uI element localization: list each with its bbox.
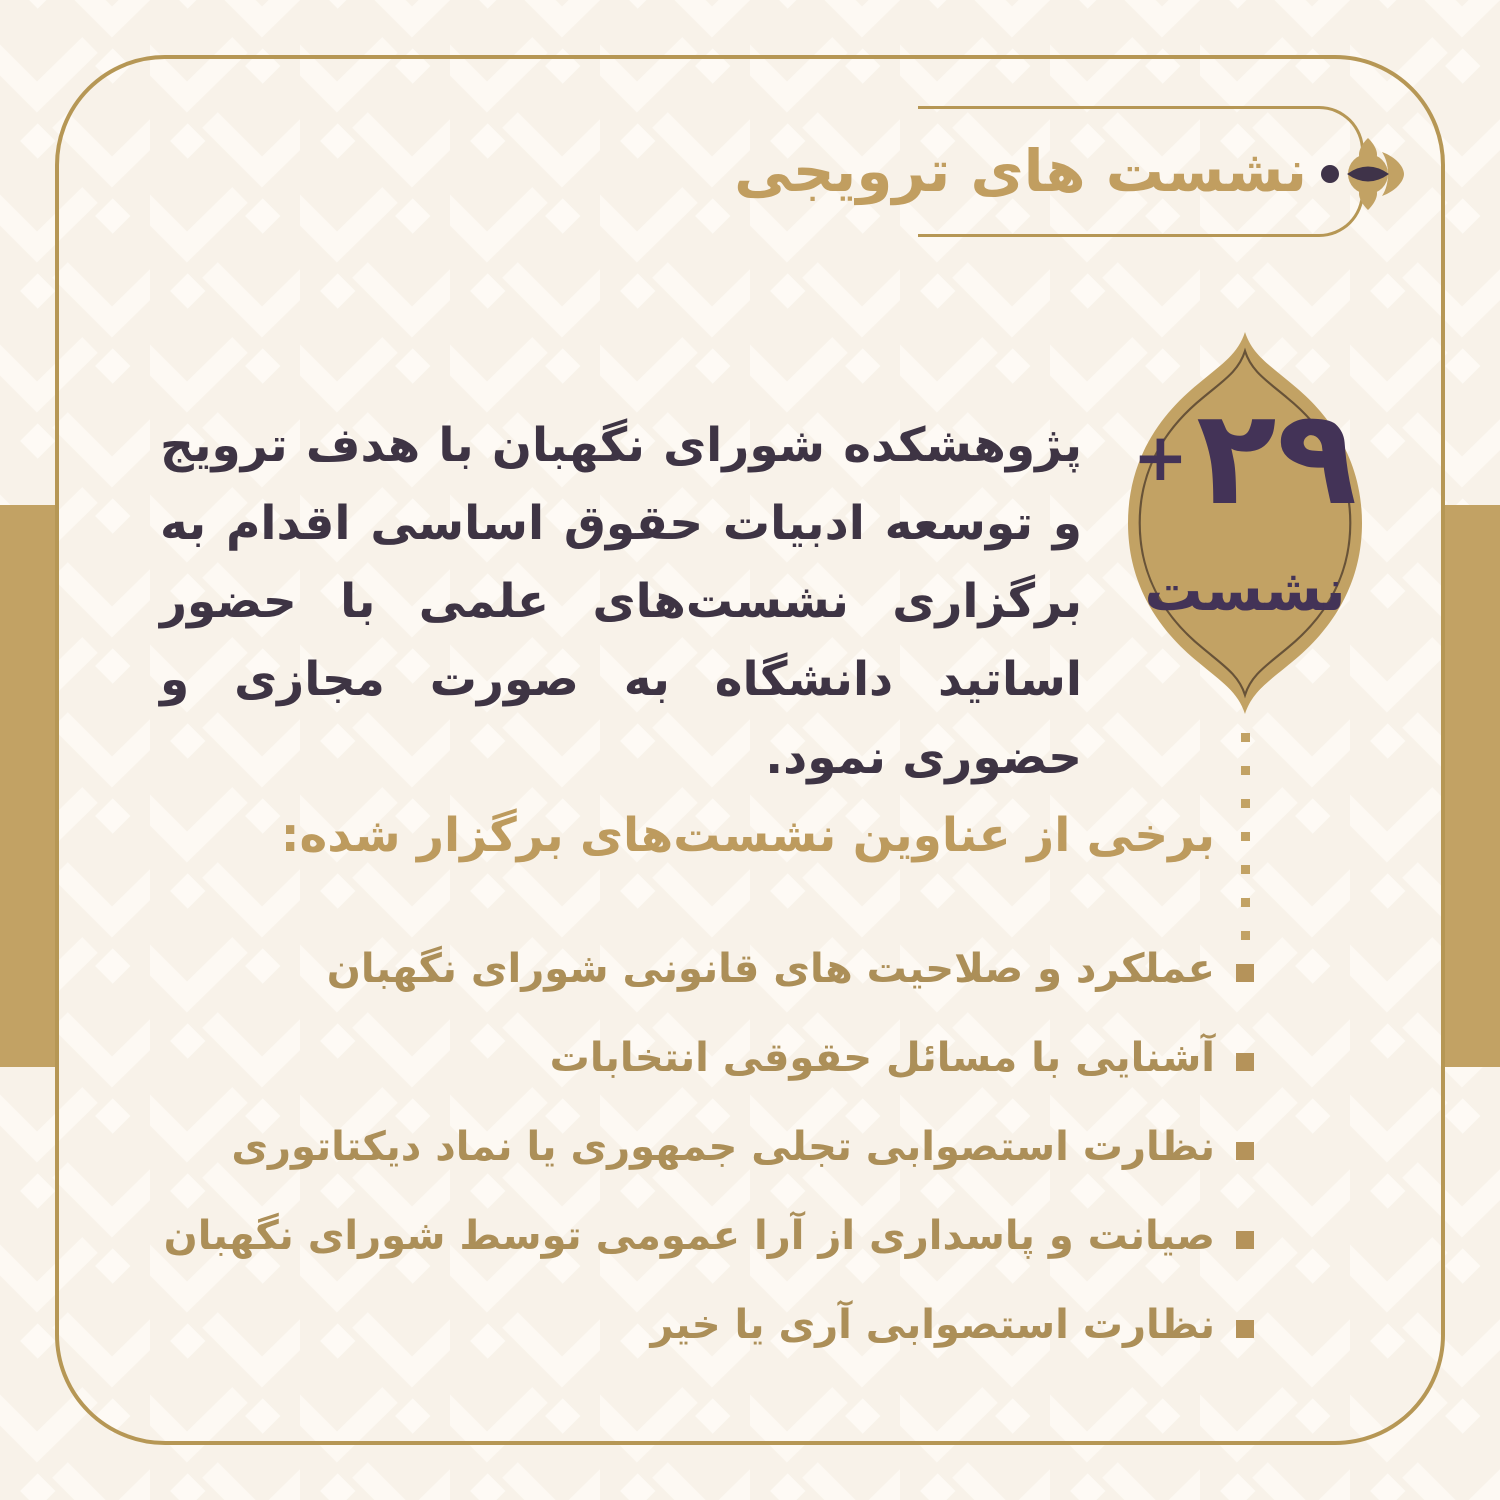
title-dot-icon [1321, 165, 1339, 183]
list-item [164, 1280, 1254, 1369]
list-item-label: نظارت استصوابی آری یا خیر [650, 1301, 1215, 1348]
count-number: ۲۹ [1196, 381, 1358, 535]
list-item [164, 924, 1254, 1013]
list-item-label: عملکرد و صلاحیت های قانونی شورای نگهبان [326, 945, 1215, 992]
count-plus: + [1132, 419, 1189, 496]
topics-list [164, 924, 1254, 1369]
count-badge-value [1108, 381, 1382, 535]
right-accent-bar [1445, 505, 1500, 1067]
list-item [164, 1102, 1254, 1191]
list-item [164, 1013, 1254, 1102]
bullet-square-icon [1236, 1231, 1254, 1249]
bullet-square-icon [1236, 1053, 1254, 1071]
intro-paragraph: پژوهشکده شورای نگهبان با هدف ترویج و توسعه ادبیات حقوق اساسی اقدام به برگزاری نشست‌های علمی با حضور اساتید دانشگاه به صورت مجازی و حضوری نمود. [160, 418, 1082, 785]
list-item [164, 1191, 1254, 1280]
bullet-square-icon [1236, 1142, 1254, 1160]
section-title-tab [734, 106, 1364, 237]
count-badge-label: نشست [1144, 556, 1346, 624]
list-item-label: نظارت استصوابی تجلی جمهوری یا نماد دیکتاتوری [231, 1123, 1215, 1170]
list-item-label: صیانت و پاسداری از آرا عمومی توسط شورای نگهبان [163, 1212, 1215, 1259]
list-item-label: آشنایی با مسائل حقوقی انتخابات [549, 1034, 1215, 1081]
page-title: نشست های ترویجی [734, 137, 1307, 205]
left-accent-bar [0, 505, 55, 1067]
bullet-square-icon [1236, 1320, 1254, 1338]
topics-heading: برخی از عناوین نشست‌های برگزار شده: [280, 808, 1215, 863]
title-ornament-icon [1318, 137, 1406, 211]
bullet-square-icon [1236, 964, 1254, 982]
